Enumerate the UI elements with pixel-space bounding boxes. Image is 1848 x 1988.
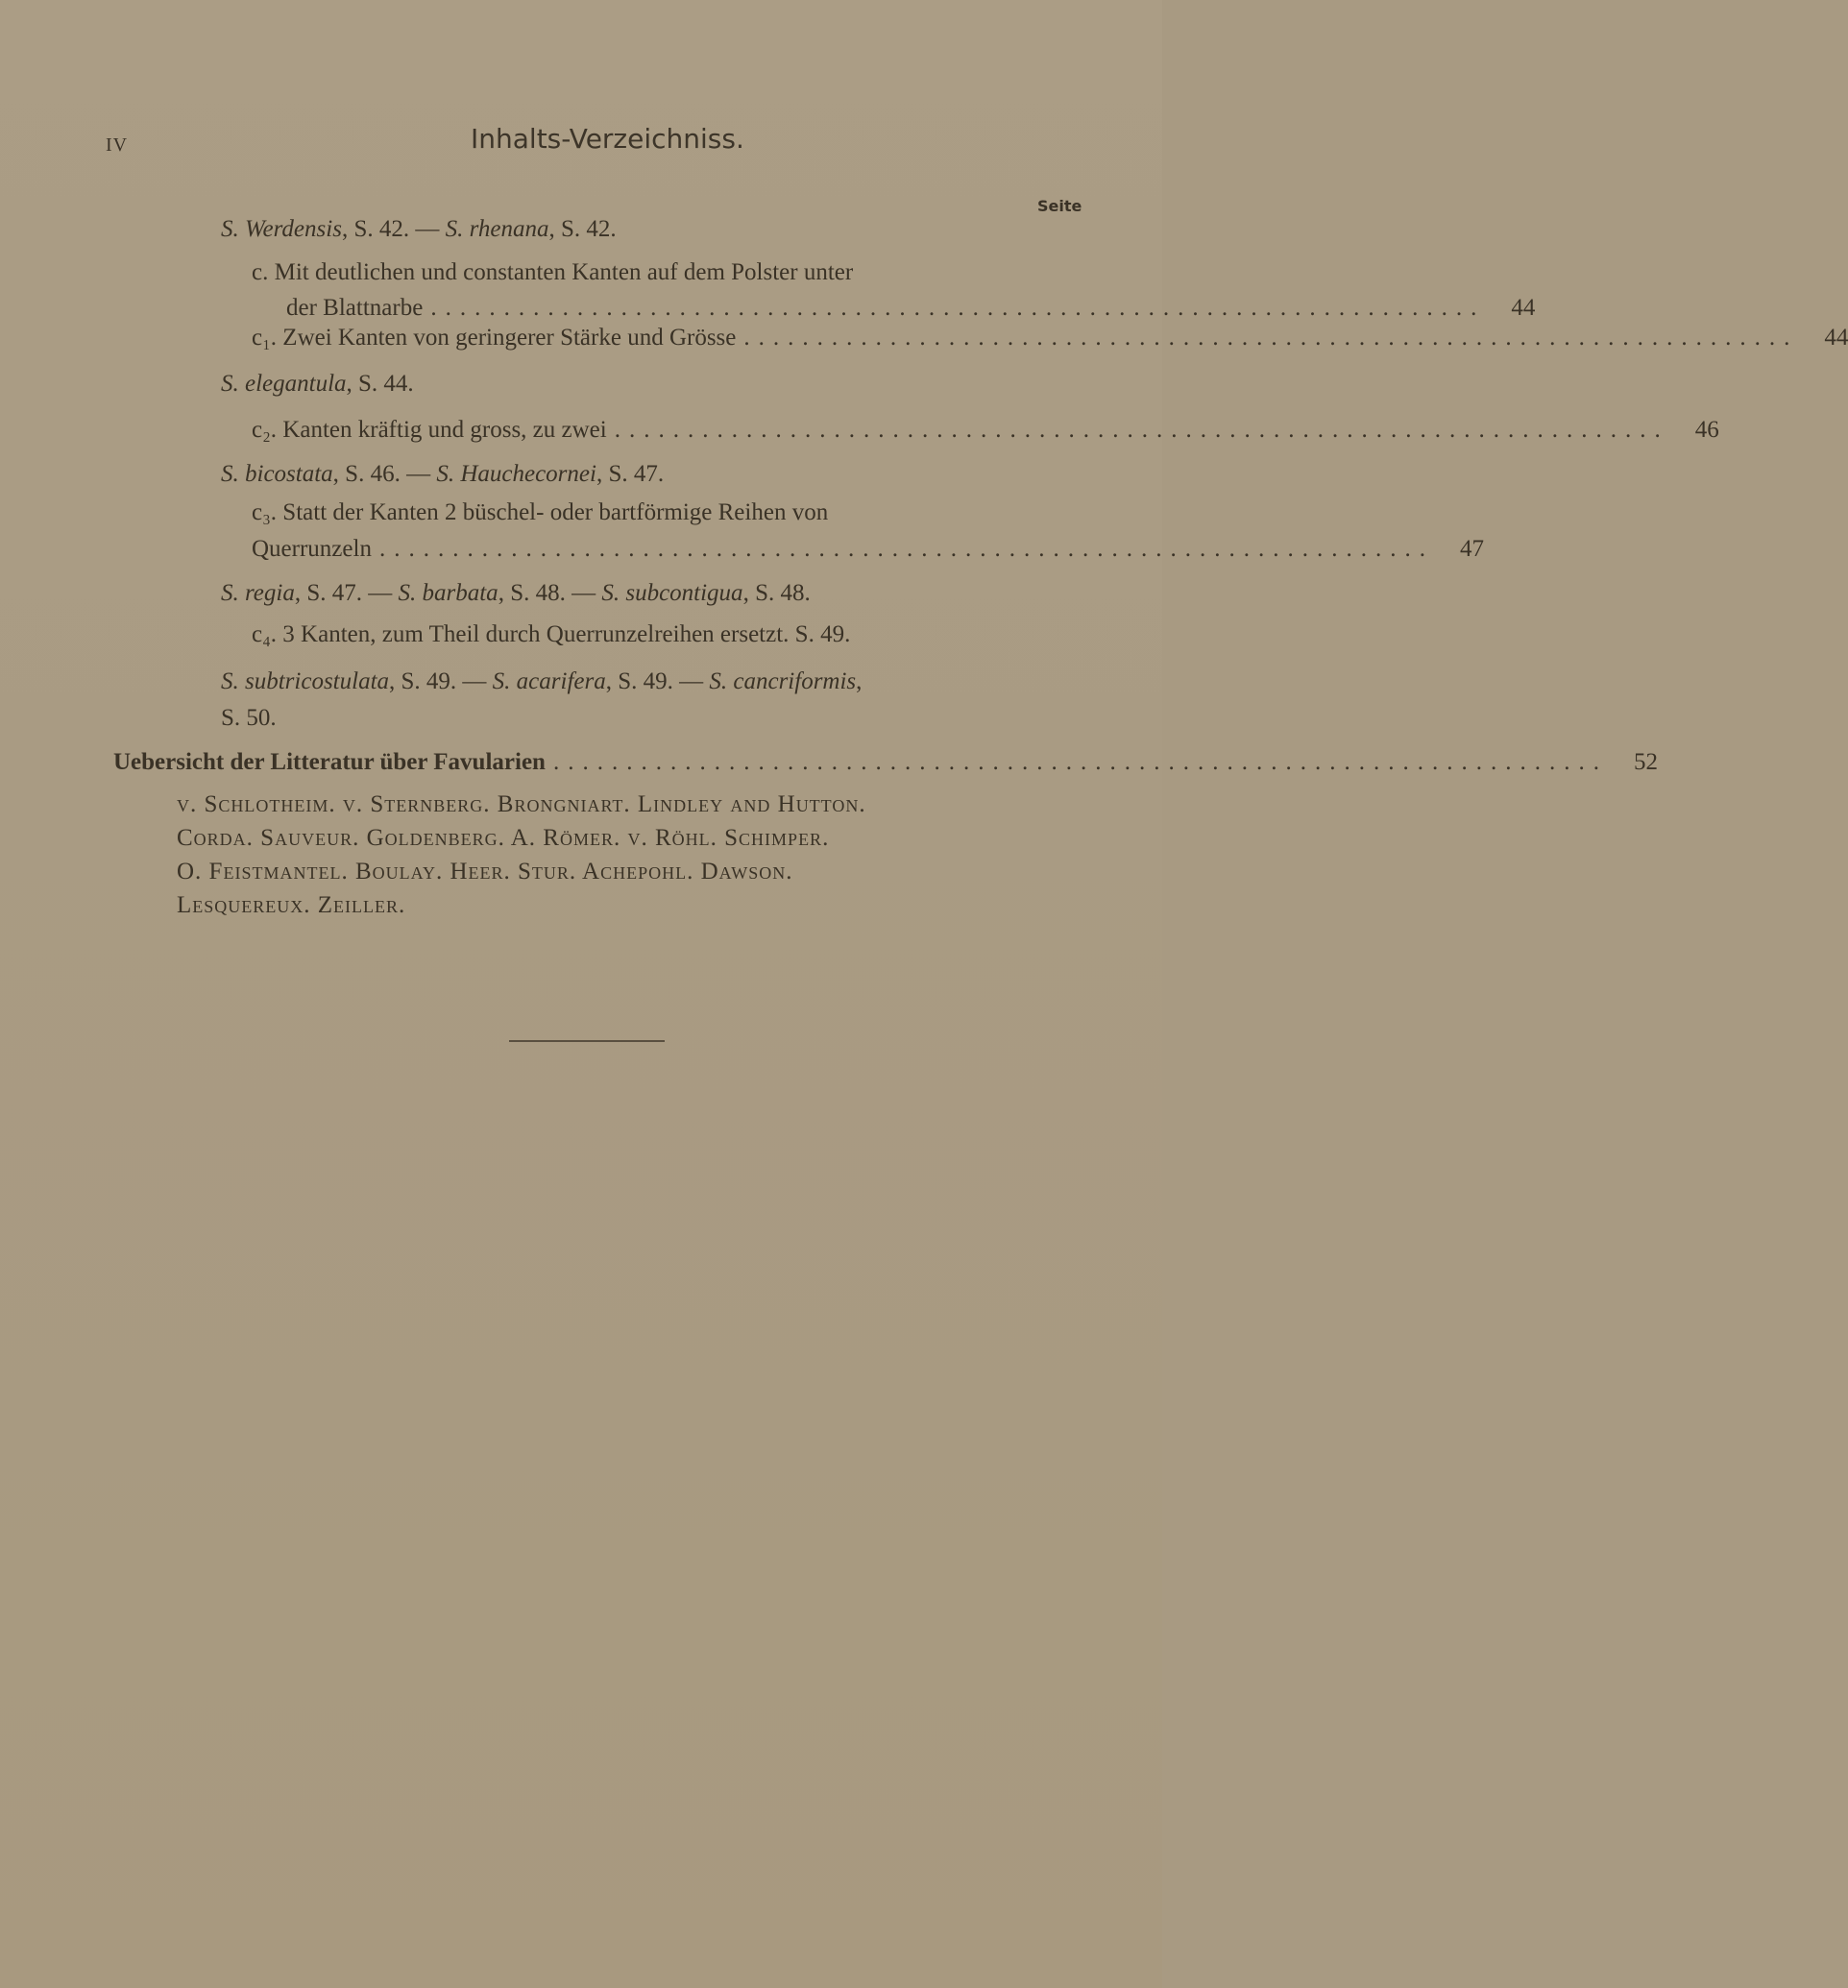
- ref-text: , S. 47.: [596, 461, 665, 487]
- species-line-subtricostulata: [221, 667, 862, 697]
- author-list-line-3: O. Feistmantel. Boulay. Heer. Stur. Achepohl. Dawson.: [177, 859, 793, 885]
- species-name: S. subtricostulata: [221, 668, 390, 694]
- entry-page: 44: [1511, 295, 1536, 321]
- ref-text: , S. 47. —: [294, 580, 399, 606]
- page-number: IV: [106, 134, 129, 156]
- species-line-bicostata: [221, 459, 664, 490]
- ref-text: , S. 42.: [548, 216, 617, 242]
- section-title: Uebersicht der Litteratur über Favularien: [113, 749, 546, 775]
- entry-text: c₁. Zwei Kanten von geringerer Stärke und Grösse: [252, 325, 737, 351]
- toc-entry-c2: [252, 415, 1719, 446]
- ref-text: ,: [856, 668, 863, 694]
- dot-leader: ........................................................................: [552, 749, 1608, 775]
- species-line-elegantula: [221, 369, 414, 400]
- entry-page: 47: [1459, 536, 1484, 562]
- running-head-title: Inhalts-Verzeichniss.: [471, 123, 744, 155]
- dot-leader: ........................................................................: [614, 417, 1669, 443]
- toc-entry-c3: c₃. Statt der Kanten 2 büschel- oder bartförmige Reihen von: [252, 499, 829, 525]
- closing-rule: [509, 1040, 665, 1042]
- toc-entry-querrunzeln: [252, 534, 1484, 565]
- species-name: S. regia: [221, 580, 295, 606]
- section-page: 52: [1633, 749, 1658, 775]
- author-list-line-2: Corda. Sauveur. Goldenberg. A. Römer. v. Röhl. Schimper.: [177, 825, 830, 851]
- species-line-werdensis: [221, 214, 617, 245]
- ref-text: , S. 48. —: [498, 580, 602, 606]
- ref-text: , S. 49. —: [389, 668, 493, 694]
- entry-text: c₂. Kanten kräftig und gross, zu zwei: [252, 417, 607, 443]
- toc-entry-blattnarbe: [286, 293, 1536, 324]
- toc-entry-c4: c₄. 3 Kanten, zum Theil durch Querrunzelreihen ersetzt. S. 49.: [252, 621, 851, 647]
- dot-leader: ........................................................................: [378, 536, 1434, 562]
- toc-entry-c: c. Mit deutlichen und constanten Kanten auf dem Polster unter: [252, 259, 854, 285]
- species-name: S. Hauchecornei: [436, 461, 596, 487]
- species-line-cont: S. 50.: [221, 705, 277, 731]
- species-name: S. subcontigua: [601, 580, 743, 606]
- entry-page: 44: [1824, 325, 1848, 351]
- entry-text: der Blattnarbe: [286, 295, 424, 321]
- ref-text: , S. 48.: [742, 580, 811, 606]
- dot-leader: ........................................................................: [430, 295, 1486, 321]
- species-name: S. barbata: [398, 580, 498, 606]
- species-name: S. bicostata: [221, 461, 333, 487]
- ref-text: , S. 44.: [346, 371, 414, 397]
- author-list-line-4: Lesquereux. Zeiller.: [177, 892, 406, 918]
- entry-page: 46: [1694, 417, 1719, 443]
- ref-text: , S. 49. —: [605, 668, 710, 694]
- toc-section-litteratur: [113, 747, 1658, 778]
- entry-text: Querrunzeln: [252, 536, 372, 562]
- ref-text: , S. 46. —: [332, 461, 437, 487]
- species-name: S. Werdensis: [221, 216, 342, 242]
- toc-entry-c1: [252, 323, 1848, 353]
- seite-column-label: Seite: [1037, 197, 1082, 215]
- species-line-regia: [221, 578, 811, 609]
- species-name: S. cancriformis: [709, 668, 857, 694]
- author-list-line-1: v. Schlotheim. v. Sternberg. Brongniart. Lindley and Hutton.: [177, 791, 866, 817]
- species-name: S. acarifera: [492, 668, 606, 694]
- species-name: S. rhenana: [445, 216, 549, 242]
- species-name: S. elegantula: [221, 371, 347, 397]
- ref-text: , S. 42. —: [341, 216, 446, 242]
- dot-leader: ........................................................................: [743, 325, 1799, 351]
